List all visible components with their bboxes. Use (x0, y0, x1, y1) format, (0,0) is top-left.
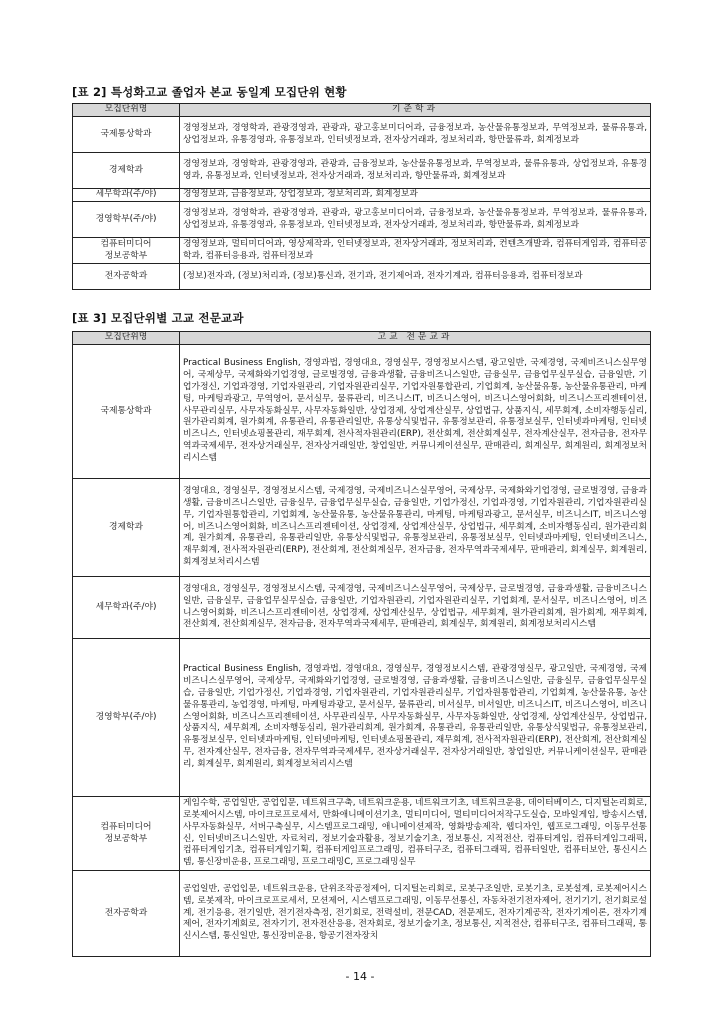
table2-unit-cell: 컴퓨터미디어 정보공학부 (73, 238, 180, 264)
table3-unit-cell: 경제학과 (73, 479, 180, 577)
table2-content-cell: 경영정보과, 경영학과, 관광경영과, 관광과, 광고홍보미디어과, 금융정보과, 농산물유통정보과, 무역정보과, 물류유통과, 상업정보과, 유통경영과, 유통정보과, 인터넷정보과, 전자상거래과, 정보처리과, 항만물류과, 회계정보과 (180, 117, 651, 153)
table2-unit-cell: 세무학과(주/야) (73, 189, 180, 202)
table-row (73, 871, 651, 957)
table2-header-unit: 모집단위명 (73, 104, 180, 117)
table-row (73, 153, 651, 189)
table2-content-cell: 경영정보과, 멀티미디어과, 영상제작과, 인터넷정보과, 전자상거래과, 정보처리과, 컨텐츠개발과, 컴퓨터게임과, 컴퓨터공학과, 컴퓨터응용과, 컴퓨터정보과 (180, 238, 651, 264)
table-row (73, 238, 651, 264)
table3-unit-cell: 국제통상학과 (73, 345, 180, 479)
table3-content-cell: Practical Business English, 경영과법, 경영대요, 경영실무, 경영정보시스템, 관광경영실무, 광고일반, 국제경영, 국제비즈니스실무영어, 국제상무, 국제화와기업경영, 글로벌경영, 금융과생활, 금융비즈니스일반, 금융실무, 금융업무실무실습, 금융일반, 기업가정신, 기업과경영, 기업자원관리, 기업자원관리실무, 기업자원통합관리, 기업회계, 농산물유통, 농산물유통관리, 농업경영, 마케팅, 마케팅과광고, 문서실무, 물류관리, 비서실무, 비서일반, 비즈니스IT, 비즈니스영어, 비즈니스영어회화, 비즈니스프리젠테이션, 사무관리실무, 사무자동화실무, 사무자동화일반, 상업경제, 상업계산실무, 상업법규, 상품지식, 세무회계, 소비자행동심리, 원가관리회계, 원가회계, 유통관리, 유통관리일반, 유통상식및법규, 유통정보관리, 유통정보실무, 인터넷과마케팅, 인터넷마케팅, 인터넷쇼핑몰관리, 재무회계, 전사적자원관리(ERP), 전산회계, 전산회계실무, 전자계산실무, 전자금융, 전자무역과국제세무, 전자상거래실무, 전자상거래일반, 창업일반, 커뮤니케이션실무, 판매관리, 회계실무, 회계원리, 회계정보처리시스템 (180, 639, 651, 797)
table2-unit-cell: 국제통상학과 (73, 117, 180, 153)
table2-title: [표 2] 특성화고교 졸업자 본교 동일계 모집단위 현황 (72, 85, 347, 99)
table3-header-content: 고교 전문교과 (180, 332, 651, 345)
table2-unit-cell: 경제학과 (73, 153, 180, 189)
table2-content-cell: 경영정보과, 경영학과, 관광경영과, 관광과, 금융정보과, 농산물유통정보과, 무역정보과, 물류유통과, 상업정보과, 유통경영과, 유통정보과, 인터넷정보과, 전자상거래과, 정보처리과, 항만물류과, 회계정보과 (180, 153, 651, 189)
table-row (73, 117, 651, 153)
table2-unit-cell: 경영학부(주/야) (73, 202, 180, 238)
table-row (73, 797, 651, 871)
table-row (73, 189, 651, 202)
table2-content-cell: (정보)전자과, (정보)처리과, (정보)통신과, 전기과, 전기제어과, 전자기계과, 컴퓨터응용과, 컴퓨터정보과 (180, 264, 651, 290)
table3-unit-cell: 세무학과(주/야) (73, 577, 180, 639)
table3 (72, 331, 651, 957)
table2-header-row (73, 104, 651, 117)
table3-unit-cell: 전자공학과 (73, 871, 180, 957)
table3-unit-cell: 컴퓨터미디어 정보공학부 (73, 797, 180, 871)
table3-unit-cell: 경영학부(주/야) (73, 639, 180, 797)
table3-content-cell: 공업일반, 공업입문, 네트워크운용, 단위조작공정제어, 디지털논리회로, 로봇구조일반, 로봇기초, 로봇설계, 로봇제어시스템, 로봇제작, 마이크로프로세서, 모션제어, 시스템프로그래밍, 이동무선통신, 자동차전기전자제어, 전기기기, 전기회로설계, 전기응용, 전기일반, 전기전자측정, 전기회로, 전력설비, 전문CAD, 전문제도, 전자기계공작, 전자기계이론, 전자기계제어, 전자기계회로, 전자기기, 전자전산응용, 전자회로, 정보기술기초, 정보통신, 지적전산, 컴퓨터구조, 컴퓨터그래픽, 통신시스템, 통신일반, 통신장비운용, 항공기전자장치 (180, 871, 651, 957)
table3-header-unit: 모집단위명 (73, 332, 180, 345)
table2-unit-cell: 전자공학과 (73, 264, 180, 290)
table3-content-cell: 경영대요, 경영실무, 경영정보시스템, 국제경영, 국제비즈니스실무영어, 국제상무, 글로벌경영, 금융과생활, 금융비즈니스일반, 금융실무, 금융업무실무실습, 금융일반, 기업자원관리, 기업자원관리실무, 기업회계, 문서실무, 비즈니스영어, 비즈니스영어회화, 비즈니스프리젠테이션, 상업경제, 상업계산실무, 상업법규, 세무회계, 원가관리회계, 원가회계, 재무회계, 전산회계, 전산회계실무, 전자금융, 전자무역과국제세무, 판매관리, 회계실무, 회계원리, 회계정보처리시스템 (180, 577, 651, 639)
table3-header-row (73, 332, 651, 345)
page-number: - 14 - (345, 970, 375, 983)
table3-content-cell: 경영대요, 경영실무, 경영정보시스템, 국제경영, 국제비즈니스실무영어, 국제상무, 국제화와기업경영, 글로벌경영, 금융과생활, 금융비즈니스일반, 금융실무, 금융업무실무실습, 금융일반, 기업가정신, 기업과경영, 기업자원관리, 기업자원관리실무, 기업자원통합관리, 기업회계, 농산물유통, 농산물유통관리, 마케팅, 마케팅과광고, 문서실무, 비즈니스IT, 비즈니스영어, 비즈니스영어회화, 비즈니스프리젠테이션, 상업경제, 상업계산실무, 상업법규, 세무회계, 소비자행동심리, 원가관리회계, 원가회계, 유통관리, 유통관리일반, 유통상식및법규, 유통정보관리, 유통정보실무, 인터넷과마케팅, 인터넷비즈니스, 재무회계, 전사적자원관리(ERP), 전산회계, 전산회계실무, 전자금융, 전자무역과국제세무, 판매관리, 회계실무, 회계원리, 회계정보처리시스템 (180, 479, 651, 577)
table2-header-content: 기준학과 (180, 104, 651, 117)
table2-content-cell: 경영정보과, 금융정보과, 상업정보과, 정보처리과, 회계정보과 (180, 189, 651, 202)
table3-content-cell: 게임수학, 공업일반, 공업입문, 네트워크구축, 네트워크운용, 네트워크기초, 네트워크운용, 데이터베이스, 디지털논리회로, 로봇제어시스템, 마이크로프로세서, 만화애니메이션기초, 멀티미디어, 멀티미디어저작구도실습, 모바일게임, 방송시스템, 사무자동화실무, 서버구축실무, 시스템프로그래밍, 애니메이션제작, 영화방송제작, 웹디자인, 웹프로그래밍, 이동무선통신, 인터넷비즈니스일반, 자료처리, 정보기술과활용, 정보기술기초, 정보통신, 지적전산, 컴퓨터게임, 컴퓨터게임그래픽, 컴퓨터게임기초, 컴퓨터게임기획, 컴퓨터게임프로그래밍, 컴퓨터구조, 컴퓨터그래픽, 컴퓨터일반, 컴퓨터보안, 통신시스템, 통신장비운용, 프로그래밍, 프로그래밍C, 프로그래밍실무 (180, 797, 651, 871)
table-row (73, 264, 651, 290)
table-row (73, 479, 651, 577)
table-row (73, 577, 651, 639)
table2-content-cell: 경영정보과, 경영학과, 관광경영과, 관광과, 광고홍보미디어과, 금융정보과, 농산물유통정보과, 무역정보과, 물류유통과, 상업정보과, 유통경영과, 유통정보과, 인터넷정보과, 전자상거래과, 정보처리과, 항만물류과, 회계정보과 (180, 202, 651, 238)
table2 (72, 103, 651, 290)
table3-title: [표 3] 모집단위별 고교 전문교과 (72, 311, 244, 325)
table-row (73, 202, 651, 238)
table-row (73, 639, 651, 797)
table3-content-cell: Practical Business English, 경영과법, 경영대요, 경영실무, 경영정보시스템, 광고일반, 국제경영, 국제비즈니스실무영어, 국제상무, 국제화와기업경영, 글로벌경영, 금융과생활, 금융비즈니스일반, 금융실무, 금융업무실무실습, 금융일반, 기업가정신, 기업과경영, 기업자원관리, 기업자원관리실무, 기업자원통합관리, 기업회계, 농산물유통, 농산물유통관리, 마케팅, 마케팅과광고, 무역영어, 문서실무, 물류관리, 비즈니스IT, 비즈니스영어, 비즈니스영어회화, 비즈니스프리젠테이션, 사무관리실무, 사무자동화실무, 사무자동화일반, 상업경제, 상업계산실무, 상업법규, 상품지식, 세무회계, 소비자행동심리, 원가관리회계, 원가회계, 유통관리, 유통관리일반, 유통상식및법규, 유통정보관리, 유통정보실무, 인터넷과마케팅, 인터넷비즈니스, 인터넷쇼핑몰관리, 재무회계, 전사적자원관리(ERP), 전산회계, 전산회계실무, 전자계산실무, 전자금융, 전자무역과국제세무, 전자상거래실무, 전자상거래일반, 창업일반, 커뮤니케이션실무, 판매관리, 회계실무, 회계원리, 회계정보처리시스템 (180, 345, 651, 479)
table-row (73, 345, 651, 479)
